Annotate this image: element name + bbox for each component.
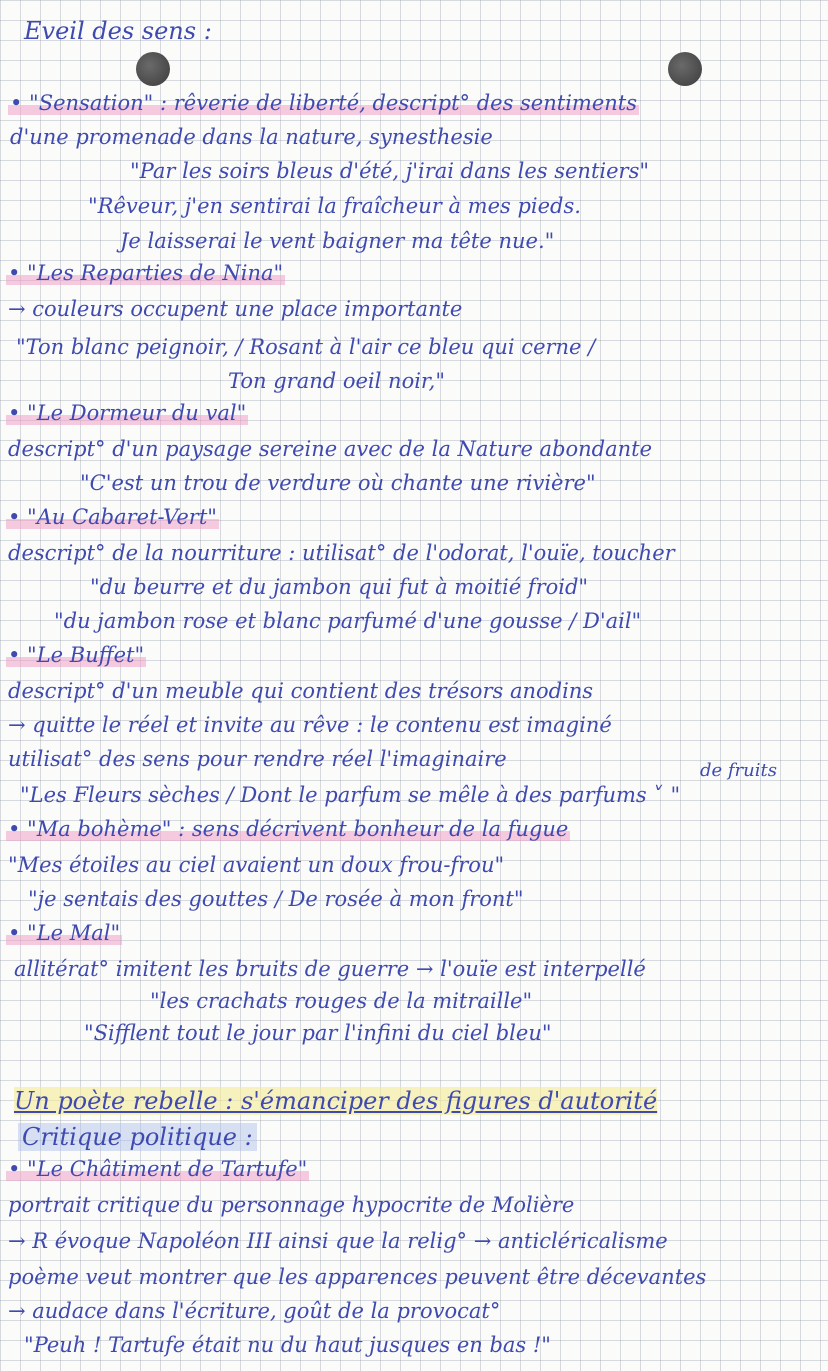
quote-line: "C'est un trou de verdure où chante une rivière" (80, 471, 596, 495)
quote-line: "Par les soirs bleus d'été, j'irai dans les sentiers" (130, 159, 650, 183)
quote-line: "je sentais des gouttes / De rosée à mon front" (28, 887, 524, 911)
quote-line: "Ton blanc peignoir, / Rosant à l'air ce bleu qui cerne / (16, 335, 596, 359)
note-line: descript° de la nourriture : utilisat° de l'odorat, l'ouïe, toucher (8, 541, 675, 565)
note-line: → audace dans l'écriture, goût de la provocat° (8, 1299, 501, 1323)
quote-line: "Mes étoiles au ciel avaient un doux frou-frou" (8, 853, 505, 877)
quote-line: "les crachats rouges de la mitraille" (150, 989, 533, 1013)
poem-title: • "Les Reparties de Nina" (8, 261, 284, 285)
quote-line: "Peuh ! Tartufe était nu du haut jusques en bas !" (24, 1333, 551, 1357)
section-title-poete-rebelle: Un poète rebelle : s'émanciper des figures d'autorité (14, 1087, 658, 1115)
quote-line: "du beurre et du jambon qui fut à moitié froid" (90, 575, 589, 599)
note-line: descript° d'un paysage sereine avec de la Nature abondante (8, 437, 653, 461)
poem-title: • "Le Châtiment de Tartufe" (8, 1157, 308, 1181)
quote-line: "Rêveur, j'en sentirai la fraîcheur à mes pieds. (88, 194, 581, 218)
note-line: → quitte le réel et invite au rêve : le contenu est imaginé (8, 713, 612, 737)
subsection-title-critique: Critique politique : (18, 1124, 257, 1150)
note-line: descript° d'un meuble qui contient des trésors anodins (8, 679, 594, 703)
quote-line: "Sifflent tout le jour par l'infini du ciel bleu" (84, 1021, 552, 1045)
punch-hole-right (668, 52, 702, 86)
note-line: → R évoque Napoléon III ainsi que la relig° → anticléricalisme (8, 1229, 668, 1253)
poem-title: • "Le Dormeur du val" (8, 401, 247, 425)
quote-line: "Les Fleurs sèches / Dont le parfum se mêle à des parfums ˅ " (20, 783, 681, 807)
note-line: utilisat° des sens pour rendre réel l'imaginaire (8, 747, 507, 771)
note-line: poème veut montrer que les apparences peuvent être décevantes (8, 1265, 707, 1289)
punch-hole-left (136, 52, 170, 86)
quote-line: "du jambon rose et blanc parfumé d'une gousse / D'ail" (54, 609, 642, 633)
poem-title: • "Au Cabaret-Vert" (8, 505, 217, 529)
note-line: allitérat° imitent les bruits de guerre → l'ouïe est interpellé (14, 957, 646, 981)
note-line: d'une promenade dans la nature, synesthesie (10, 125, 493, 149)
poem-title: • "Ma bohème" : sens décrivent bonheur de la fugue (8, 817, 569, 841)
poem-title: • "Le Mal" (8, 921, 121, 945)
quote-line: Je laisserai le vent baigner ma tête nue." (120, 229, 555, 253)
note-insertion: de fruits (700, 760, 777, 781)
poem-title: • "Le Buffet" (8, 643, 145, 667)
section-title-eveil: Eveil des sens : (24, 17, 212, 45)
note-line: • "Sensation" : rêverie de liberté, descript° des sentiments (10, 91, 637, 115)
note-line: → couleurs occupent une place importante (8, 297, 463, 321)
quote-line: Ton grand oeil noir," (228, 369, 445, 393)
note-line: portrait critique du personnage hypocrite de Molière (8, 1193, 575, 1217)
